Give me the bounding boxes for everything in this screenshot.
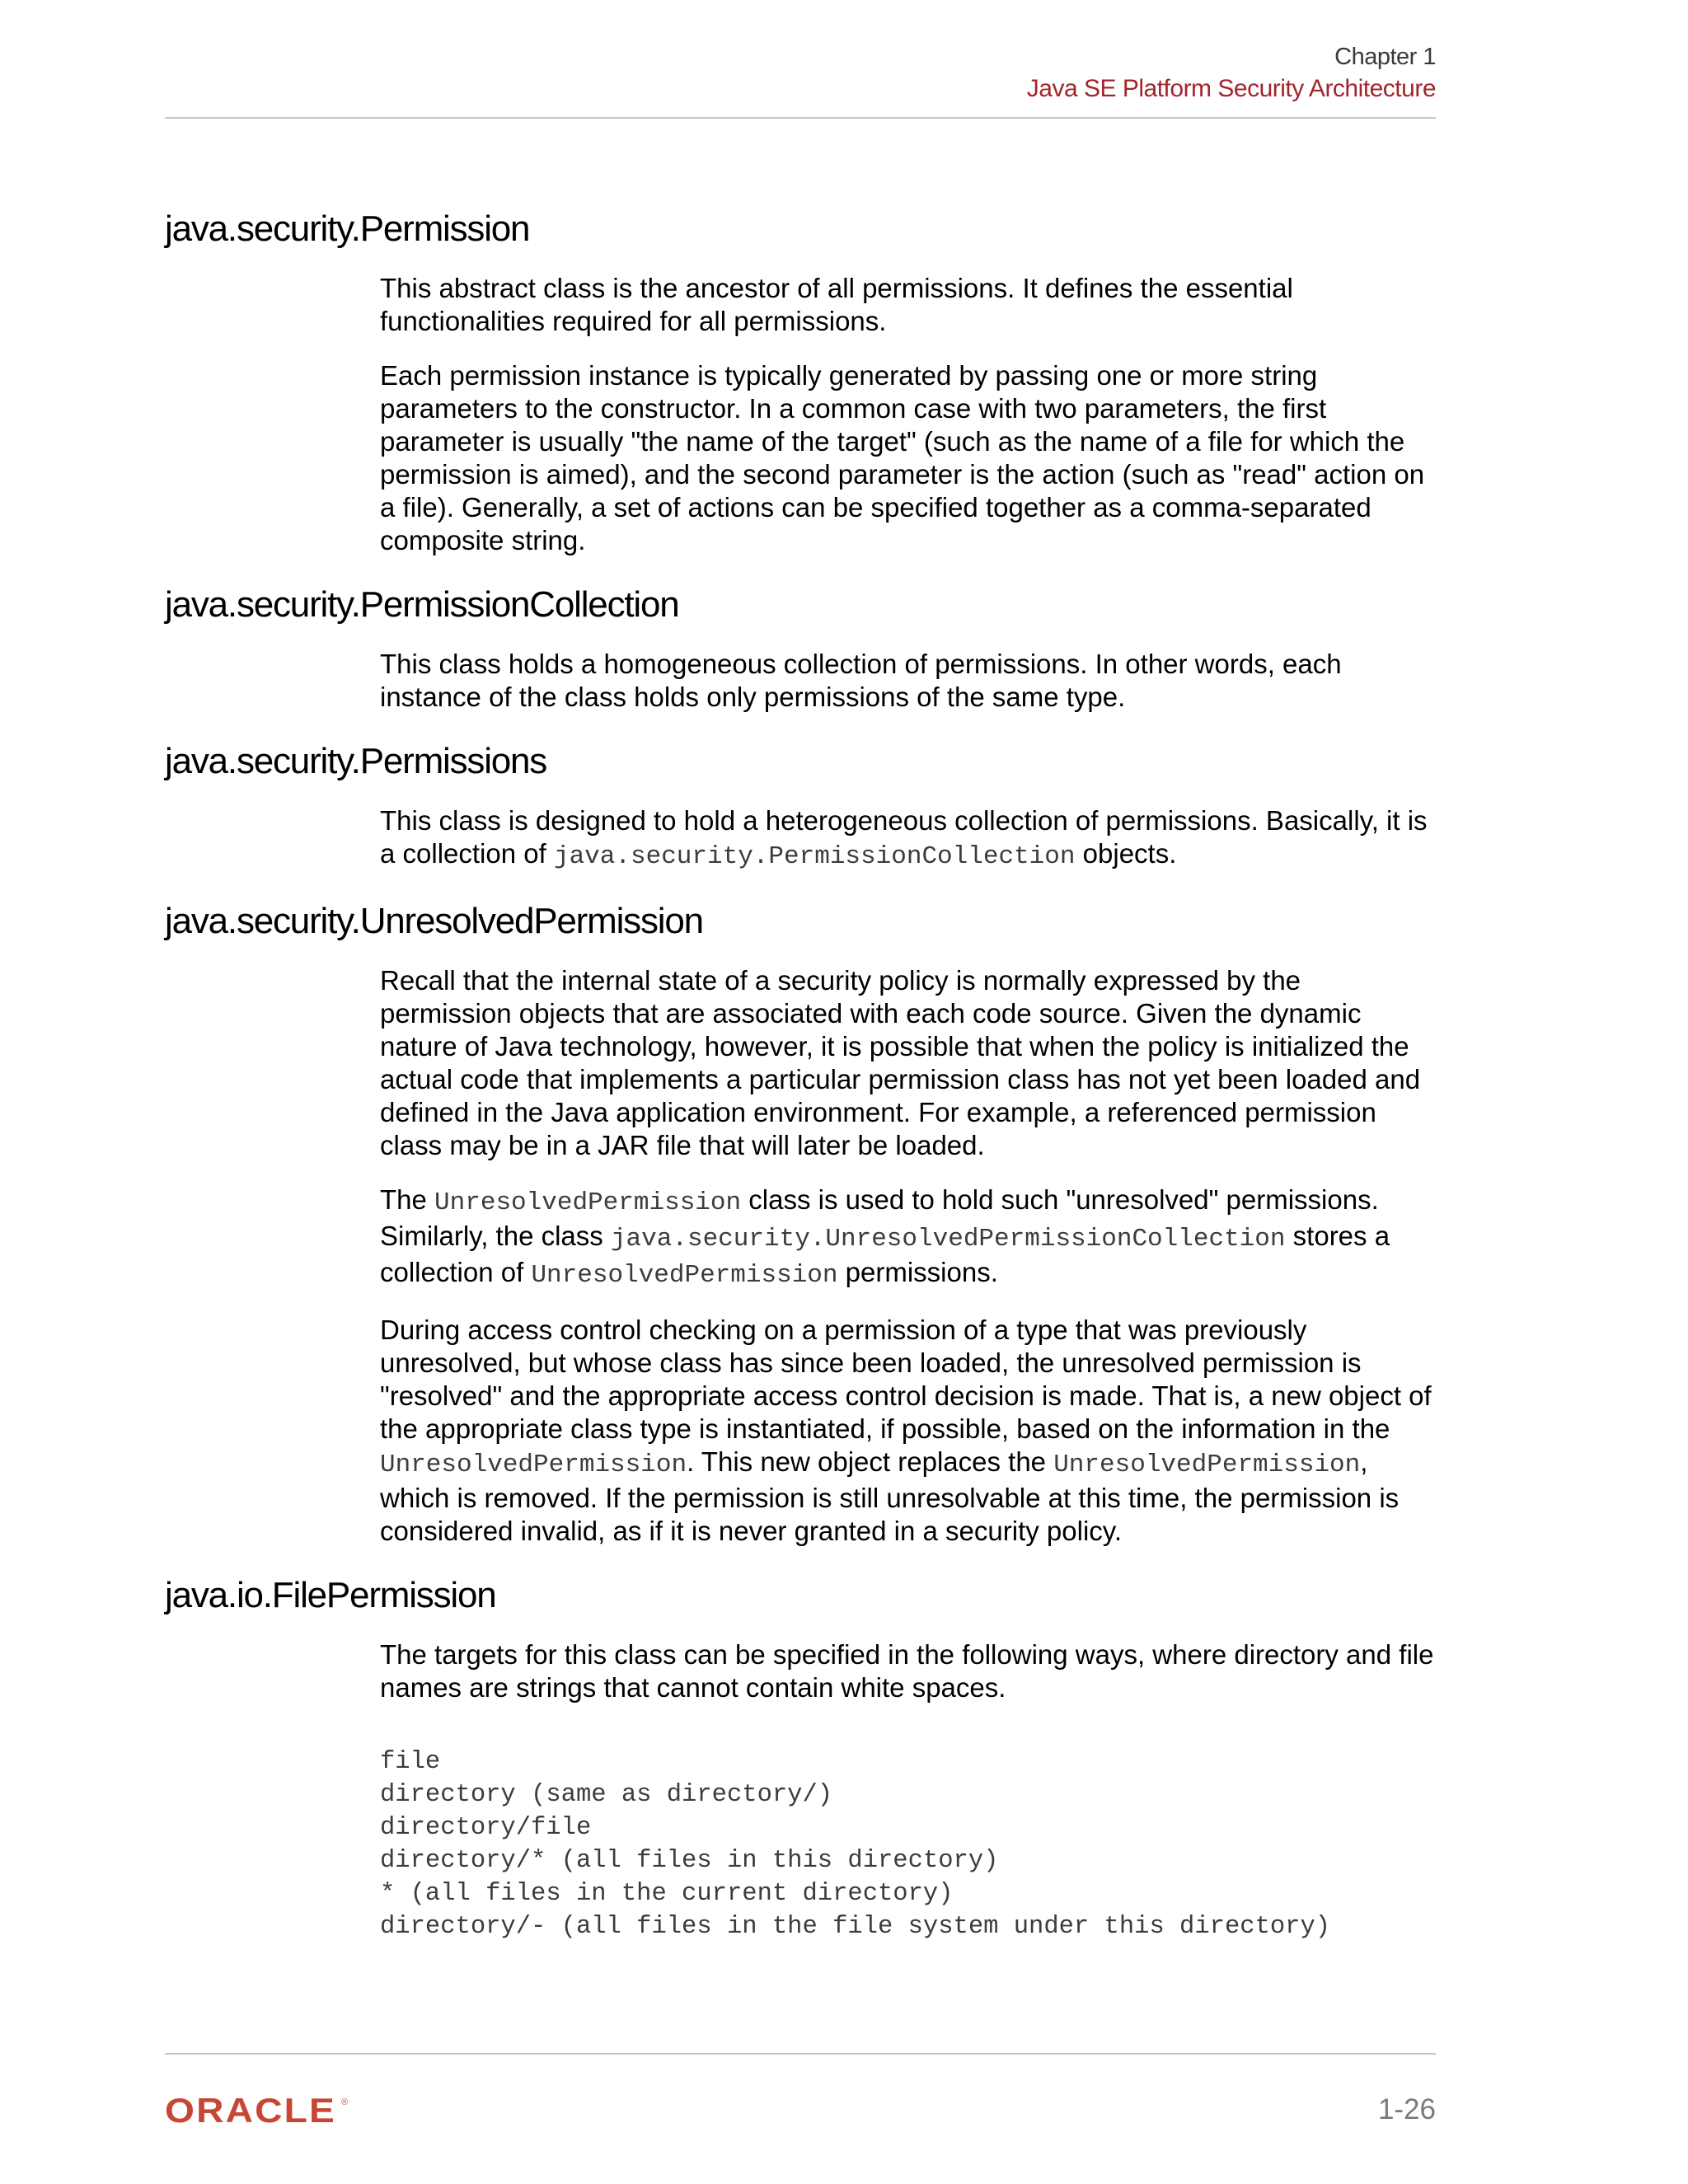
section-heading: java.security.PermissionCollection (165, 584, 679, 625)
section-heading: java.security.Permissions (165, 741, 547, 781)
text-run: , which is removed. If the permission is still unresolvable at this time, the permission is considered invalid, as if it is never granted in a security policy. (380, 1446, 1400, 1546)
paragraph (380, 804, 1436, 874)
section-heading: java.io.FilePermission (165, 1575, 496, 1615)
footer-divider (165, 2053, 1436, 2055)
paragraph: This class holds a homogeneous collection of permissions. In other words, each instance of the class holds only permissions of the same type. (380, 649, 1342, 712)
inline-code: java.security.UnresolvedPermissionCollection (610, 1225, 1286, 1254)
oracle-logo (165, 2093, 363, 2126)
code-line: directory/* (all files in this directory) (380, 1847, 999, 1875)
code-line: file (380, 1748, 441, 1776)
svg-text:®: ® (341, 2097, 349, 2107)
text-run: The (380, 1184, 435, 1215)
paragraph: Recall that the internal state of a security policy is normally expressed by the permission objects that are associated with each code source. Given the dynamic nature of Java technology, however, it is possible that when the policy is initialized the actual code that implements a particular permission class has not yet been loaded and defined in the Java application environment. For example, a referenced permission class may be in a JAR file that will later be loaded. (380, 965, 1421, 1160)
chapter-label: Chapter 1 (1334, 44, 1436, 70)
code-line: * (all files in the current directory) (380, 1880, 954, 1908)
chapter-title: Java SE Platform Security Architecture (1026, 75, 1436, 102)
page-content (165, 206, 1436, 1943)
section-permissions (165, 738, 1436, 874)
section-heading: java.security.UnresolvedPermission (165, 901, 703, 941)
code-line: directory (same as directory/) (380, 1781, 833, 1809)
text-run: This class is designed to hold a heterogeneous collection of permissions. Basically, it is a collection of (380, 805, 1428, 869)
paragraph: The targets for this class can be specified in the following ways, where directory and file names are strings that cannot contain white spaces. (380, 1639, 1434, 1703)
code-block (380, 1746, 1436, 1943)
running-header (1027, 41, 1436, 105)
paragraph (380, 1314, 1436, 1548)
section-body (380, 1638, 1436, 1943)
section-body (380, 648, 1436, 714)
paragraph: Each permission instance is typically generated by passing one or more string parameters to the constructor. In a common case with two parameters, the first parameter is usually "the name of the target" (such as the name of a file for which the permission is aimed), and the second parameter is the action (such as "read" action on a file). Generally, a set of actions can be specified together as a comma-separated composite string. (380, 360, 1425, 555)
code-line: directory/- (all files in the file system under this directory) (380, 1913, 1331, 1941)
section-body (380, 964, 1436, 1548)
text-run: objects. (1075, 838, 1177, 869)
inline-code: UnresolvedPermission (1053, 1451, 1361, 1479)
section-body (380, 804, 1436, 874)
section-body (380, 272, 1436, 557)
text-run: . This new object replaces the (687, 1446, 1054, 1477)
svg-text:ORACLE: ORACLE (165, 2093, 336, 2126)
inline-code: UnresolvedPermission (531, 1261, 838, 1290)
text-run: stores a collection of (380, 1221, 1390, 1287)
page-number: 1-26 (1377, 2093, 1436, 2125)
inline-code: UnresolvedPermission (380, 1451, 687, 1479)
text-run: permissions. (837, 1257, 998, 1287)
text-run: class is used to hold such "unresolved" permissions. Similarly, the class (380, 1184, 1379, 1251)
text-run: During access control checking on a permission of a type that was previously unresolved, but whose class has since been loaded, the unresolved permission is "resolved" and the appropriate access control decision is made. That is, a new object of the appropriate class type is instantiated, if possible, based on the information in the (380, 1315, 1432, 1444)
paragraph: This abstract class is the ancestor of all permissions. It defines the essential functionalities required for all permissions. (380, 273, 1293, 336)
code-line: directory/file (380, 1814, 592, 1842)
section-file-permission (165, 1572, 1436, 1943)
section-permission (165, 206, 1436, 557)
inline-code: java.security.PermissionCollection (553, 842, 1076, 871)
section-unresolved-permission (165, 898, 1436, 1548)
section-permission-collection (165, 582, 1436, 714)
paragraph (380, 1183, 1436, 1292)
inline-code: UnresolvedPermission (434, 1188, 742, 1217)
header-divider (165, 117, 1436, 119)
section-heading: java.security.Permission (165, 209, 530, 249)
